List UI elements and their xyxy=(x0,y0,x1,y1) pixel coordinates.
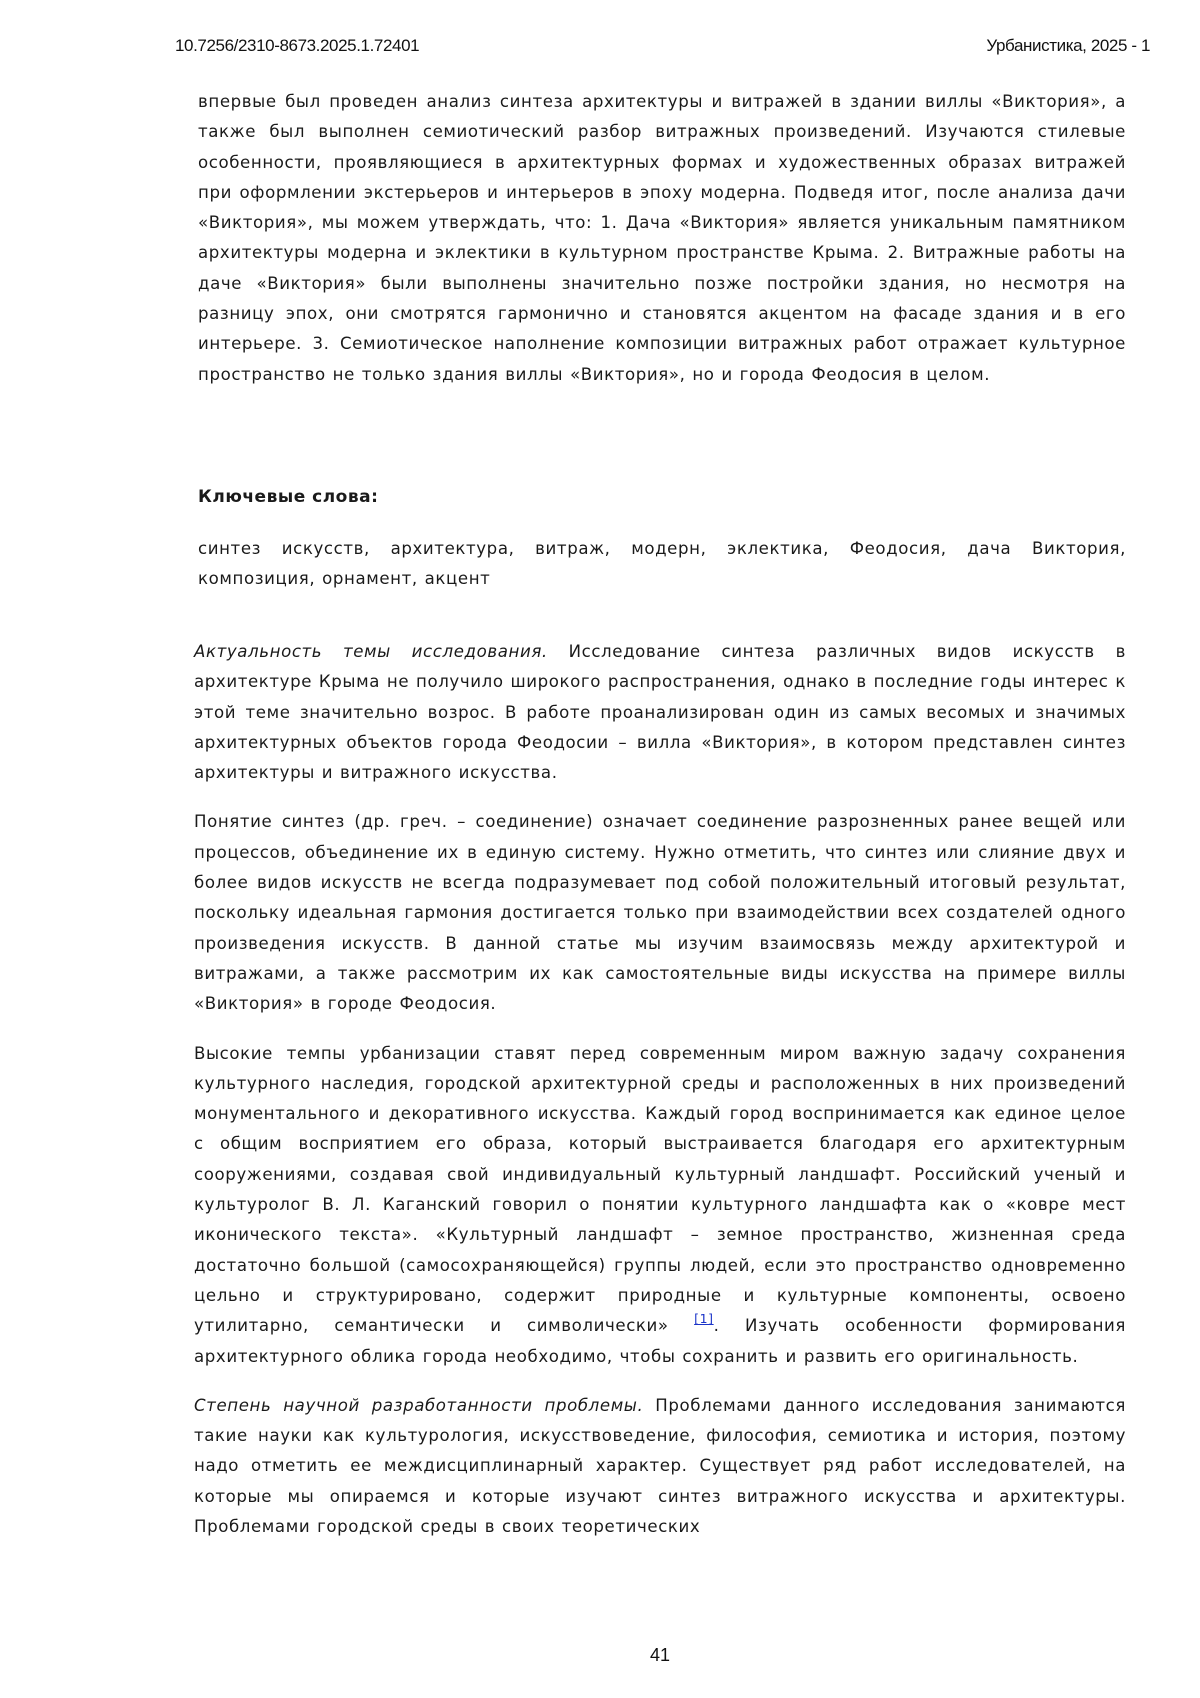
abstract-text: впервые был проведен анализ синтеза архитектуры и витражей в здании виллы «Виктория», а также был выполнен семиотический разбор витражных произведений. Изучаются стилевые особенности, проявляющиеся в архитектурных формах и художественных образах витражей при оформлении экстерьеров и интерьеров в эпоху модерна. Подведя итог, после анализа дачи «Виктория», мы можем утверждать, что: 1. Дача «Виктория» является уникальным памятником архитектуры модерна и эклектики в культурном пространстве Крыма. 2. Витражные работы на даче «Виктория» были выполнены значительно позже постройки здания, но несмотря на разницу эпох, они смотрятся гармонично и становятся акцентом на фасаде здания и в его интерьере. 3. Семиотическое наполнение композиции витражных работ отражает культурное пространство не только здания виллы «Виктория», но и города Феодосия в целом. xyxy=(198,87,1126,390)
state-of-research-text: Проблемами данного исследования занимаются такие науки как культурология, искусствоведение, философия, семиотика и история, поэтому надо отметить ее междисциплинарный характер. Существует ряд работ исследователей, на которые мы опираемся и которые изучают синтез витражного искусства и архитектуры. Проблемами городской среды в своих теоретических xyxy=(194,1396,1126,1536)
paragraph-relevance xyxy=(194,637,1126,788)
keywords-list: синтез искусств, архитектура, витраж, модерн, эклектика, Феодосия, дача Виктория, композиция, орнамент, акцент xyxy=(198,534,1126,595)
urbanization-text-end: . Изучать особенности формирования архитектурного облика города необходимо, чтобы сохранить и развить его оригинальность. xyxy=(194,1316,1126,1365)
relevance-heading: Актуальность темы исследования. xyxy=(194,642,548,661)
synthesis-text: Понятие синтез (др. греч. – соединение) означает соединение разрозненных ранее вещей или процессов, объединение их в единую систему. Нужно отметить, что синтез или слияние двух и более видов искусств не всегда подразумевает под собой положительный итоговый результат, поскольку идеальная гармония достигается только при взаимодействии всех создателей одного произведения искусств. В данной статье мы изучим взаимосвязь между архитектурой и витражами, а также рассмотрим их как самостоятельные виды искусства на примере виллы «Виктория» в городе Феодосия. xyxy=(194,812,1126,1013)
doi-header: 10.7256/2310-8673.2025.1.72401 xyxy=(175,36,419,56)
paragraph-urbanization xyxy=(194,1039,1126,1372)
relevance-text: Исследование синтеза различных видов искусств в архитектуре Крыма не получило широкого распространения, однако в последние годы интерес к этой теме значительно возрос. В работе проанализирован один из самых весомых и значимых архитектурных объектов города Феодосии – вилла «Виктория», в котором представлен синтез архитектуры и витражного искусства. xyxy=(194,642,1126,782)
keywords-title: Ключевые слова: xyxy=(198,487,378,507)
state-of-research-heading: Степень научной разработанности проблемы. xyxy=(194,1396,643,1415)
article-body xyxy=(194,637,1126,1561)
urbanization-text: Высокие темпы урбанизации ставят перед современным миром важную задачу сохранения культурного наследия, городской архитектурной среды и расположенных в них произведений монументального и декоративного искусства. Каждый город воспринимается как единое целое с общим восприятием его образа, который выстраивается благодаря его архитектурным сооружениями, создавая свой индивидуальный культурный ландшафт. Российский ученый и культуролог В. Л. Каганский говорил о понятии культурного ландшафта как о «ковре мест иконического текста». «Культурный ландшафт – земное пространство, жизненная среда достаточно большой (самосохраняющейся) группы людей, если это пространство одновременно цельно и структурировано, содержит природные и культурные компоненты, освоено утилитарно, семантически и символически» xyxy=(194,1044,1126,1336)
page-number: 41 xyxy=(0,1645,1200,1666)
reference-link-1[interactable]: [1] xyxy=(694,1311,714,1326)
paragraph-synthesis xyxy=(194,807,1126,1019)
paragraph-state-of-research xyxy=(194,1391,1126,1542)
journal-header: Урбанистика, 2025 - 1 xyxy=(986,36,1150,56)
